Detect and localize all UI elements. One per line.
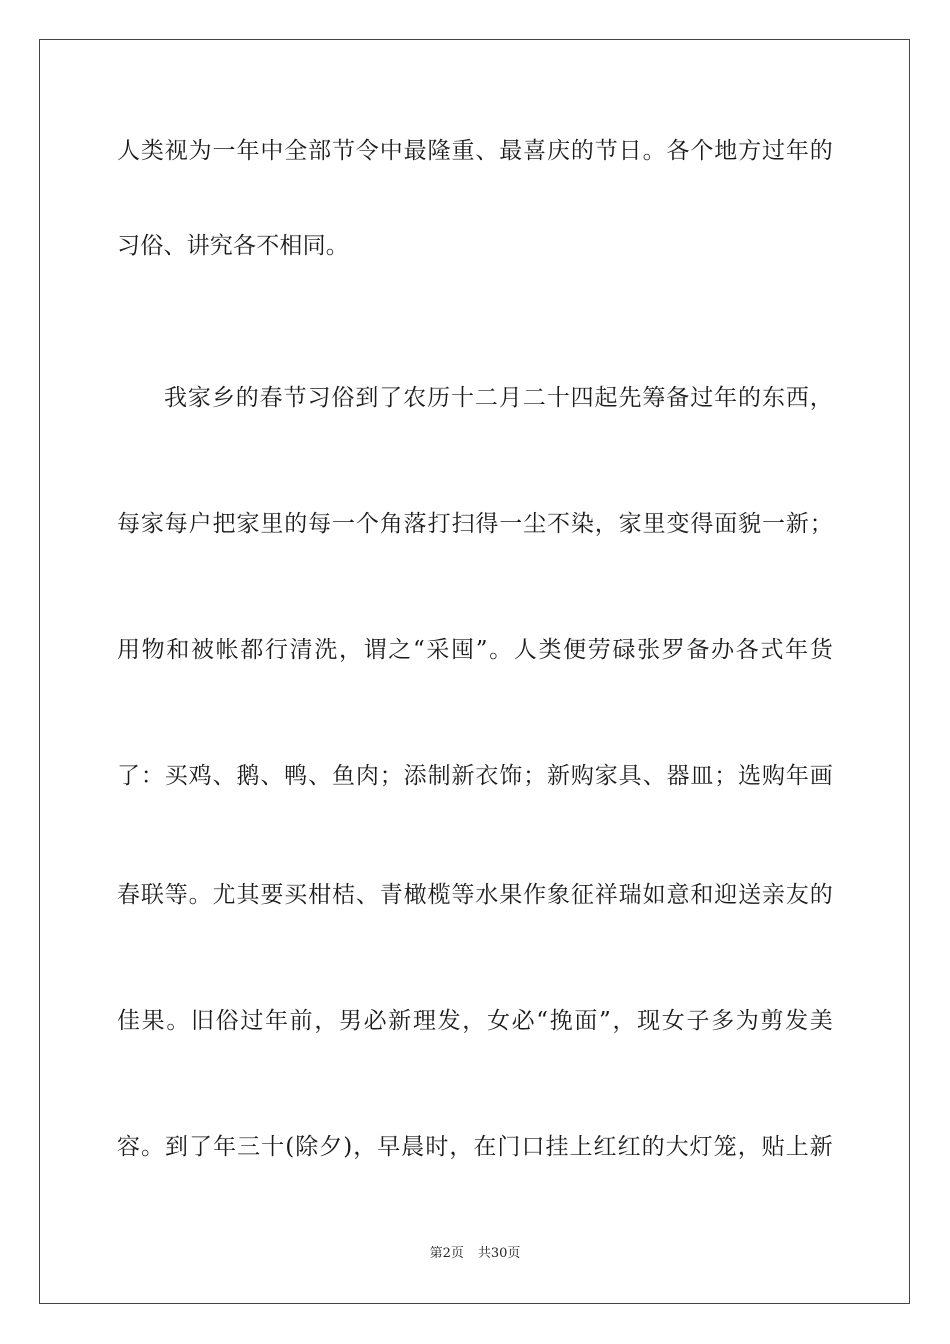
- page-number: 第2页: [429, 1246, 464, 1261]
- body-text-line-4: 每家每户把家里的每一个角落打扫得一尘不染，家里变得面貌一新；: [117, 511, 833, 537]
- body-text-line-9: 容。到了年三十(除夕)，早晨时，在门口挂上红红的大灯笼，贴上新: [117, 1134, 833, 1160]
- page-footer: [0, 1245, 950, 1263]
- body-text-line-3: 我家乡的春节习俗到了农历十二月二十四起先筹备过年的东西，: [164, 385, 833, 411]
- body-text-line-7: 春联等。尤其要买柑桔、青橄榄等水果作象征祥瑞如意和迎送亲友的: [117, 882, 833, 908]
- page-border: [39, 39, 910, 1304]
- body-text-line-2: 习俗、讲究各不相同。: [117, 233, 349, 259]
- body-text-line-1: 人类视为一年中全部节令中最隆重、最喜庆的节日。各个地方过年的: [117, 138, 833, 164]
- body-text-line-8: 佳果。旧俗过年前，男必新理发，女必“挽面”，现女子多为剪发美: [117, 1008, 833, 1034]
- page-total: 共30页: [477, 1246, 521, 1261]
- body-text-line-5: 用物和被帐都行清洗，谓之“采囤”。人类便劳碌张罗备办各式年货: [117, 637, 833, 663]
- body-text-line-6: 了：买鸡、鹅、鸭、鱼肉；添制新衣饰；新购家具、器皿；选购年画: [117, 763, 833, 789]
